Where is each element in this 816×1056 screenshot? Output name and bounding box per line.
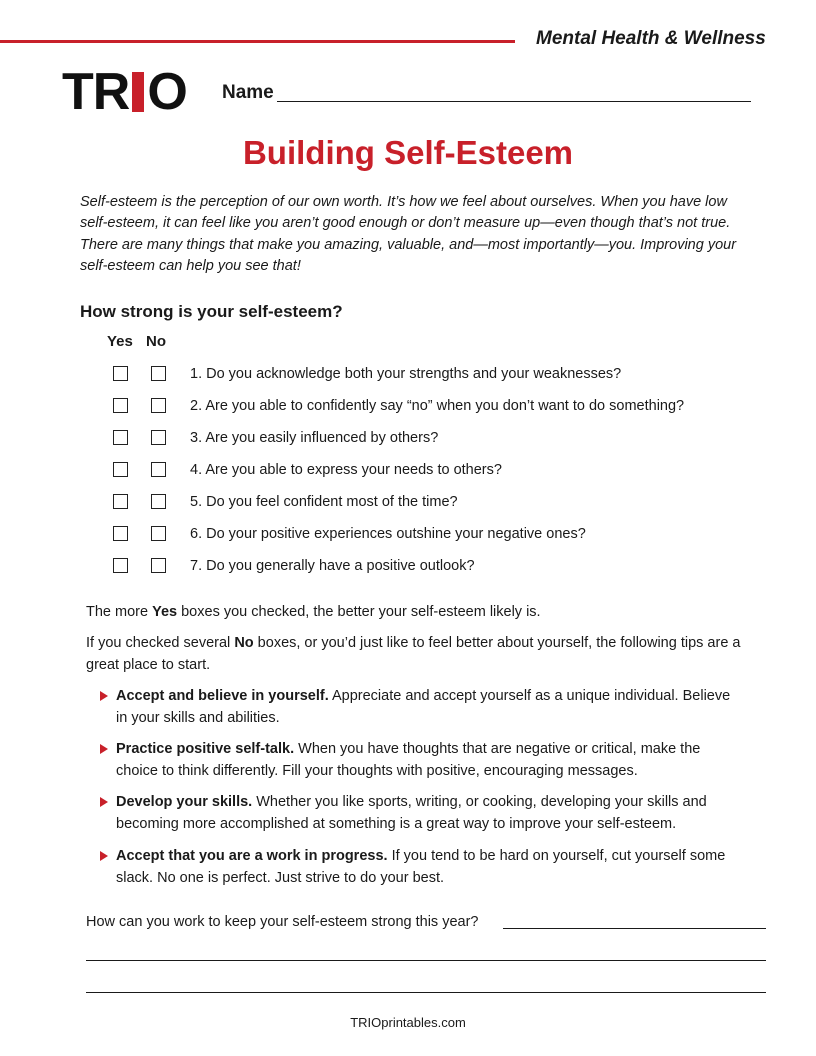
tip-text: Appreciate and accept yourself as a unique individual. Believe in your skills and abilities.	[116, 688, 731, 726]
tip-text: If you tend to be hard on yourself, cut yourself some slack. No one is perfect. Just strive to do your best.	[116, 848, 726, 886]
tip-text: Whether you like sports, writing, or cooking, developing your skills and becoming more accomplished at something is a great way to improve your self-esteem.	[116, 794, 707, 832]
logo-text-right: O	[147, 63, 187, 121]
bullet-arrow-icon	[100, 744, 108, 754]
name-label: Name	[222, 82, 274, 103]
bullet-arrow-icon	[100, 691, 108, 701]
yes-checkbox[interactable]	[113, 398, 128, 413]
results-paragraph-no	[86, 632, 746, 676]
bullet-arrow-icon	[100, 797, 108, 807]
question-row	[0, 427, 816, 449]
question-row	[0, 491, 816, 513]
no-checkbox[interactable]	[151, 526, 166, 541]
results-text: The more	[86, 604, 153, 620]
logo-text-left: TR	[62, 63, 130, 121]
yes-checkbox[interactable]	[113, 366, 128, 381]
tip-item	[100, 738, 740, 782]
tip-text: When you have thoughts that are negative or critical, make the choice to think differently. Fill your thoughts with positive, encouraging messages.	[116, 741, 701, 779]
question-row	[0, 555, 816, 577]
tip-item	[100, 845, 740, 889]
yes-checkbox[interactable]	[113, 558, 128, 573]
question-text: 7. Do you generally have a positive outlook?	[190, 558, 475, 574]
category-label: Mental Health & Wellness	[536, 28, 766, 49]
question-text: 3. Are you easily influenced by others?	[190, 430, 439, 446]
yes-column-header: Yes	[107, 333, 133, 350]
results-text: boxes, or you’d just like to feel better about yourself, the following tips are a great place to start.	[86, 635, 741, 673]
question-text: 4. Are you able to express your needs to others?	[190, 462, 502, 478]
name-field[interactable]	[277, 100, 751, 102]
question-row	[0, 395, 816, 417]
results-paragraph-yes	[86, 601, 746, 623]
no-checkbox[interactable]	[151, 398, 166, 413]
tip-title: Practice positive self-talk.	[116, 741, 295, 757]
question-row	[0, 363, 816, 385]
header-rule	[0, 40, 515, 43]
question-text: 1. Do you acknowledge both your strengths and your weaknesses?	[190, 366, 622, 382]
question-row	[0, 459, 816, 481]
yes-checkbox[interactable]	[113, 494, 128, 509]
yes-checkbox[interactable]	[113, 462, 128, 477]
answer-line[interactable]	[86, 991, 766, 993]
question-text: 5. Do you feel confident most of the time?	[190, 494, 458, 510]
tip-item	[100, 685, 740, 729]
final-question: How can you work to keep your self-esteem strong this year?	[86, 914, 479, 930]
yes-emphasis: Yes	[152, 604, 178, 620]
no-checkbox[interactable]	[151, 430, 166, 445]
tip-title: Accept and believe in yourself.	[116, 688, 329, 704]
question-text: 2. Are you able to confidently say “no” when you don’t want to do something?	[190, 398, 685, 414]
no-checkbox[interactable]	[151, 558, 166, 573]
intro-paragraph: Self-esteem is the perception of our own worth. It’s how we feel about ourselves. When you have low self-esteem, it can feel like you aren’t good enough or don’t measure up—even though that’s not true. There are many things that make you amazing, valuable, and—most importantly—you. Improving your self-esteem can help you see that!	[80, 194, 737, 274]
answer-line[interactable]	[503, 927, 766, 929]
no-checkbox[interactable]	[151, 462, 166, 477]
question-row	[0, 523, 816, 545]
no-emphasis: No	[234, 635, 254, 651]
question-text: 6. Do your positive experiences outshine your negative ones?	[190, 526, 586, 542]
bullet-arrow-icon	[100, 851, 108, 861]
tip-item	[100, 791, 740, 835]
yes-checkbox[interactable]	[113, 526, 128, 541]
no-checkbox[interactable]	[151, 366, 166, 381]
page-title: Building Self-Esteem	[242, 134, 574, 171]
tip-title: Develop your skills.	[116, 794, 253, 810]
answer-line[interactable]	[86, 959, 766, 961]
quiz-heading: How strong is your self-esteem?	[80, 302, 343, 321]
no-checkbox[interactable]	[151, 494, 166, 509]
yes-checkbox[interactable]	[113, 430, 128, 445]
results-text: If you checked several	[86, 635, 235, 651]
results-text: boxes you checked, the better your self-esteem likely is.	[177, 604, 541, 620]
no-column-header: No	[146, 333, 166, 350]
trio-logo	[62, 64, 187, 120]
logo-i-bar	[132, 72, 144, 112]
tip-title: Accept that you are a work in progress.	[116, 848, 388, 864]
footer-url: TRIOprintables.com	[350, 1015, 466, 1030]
